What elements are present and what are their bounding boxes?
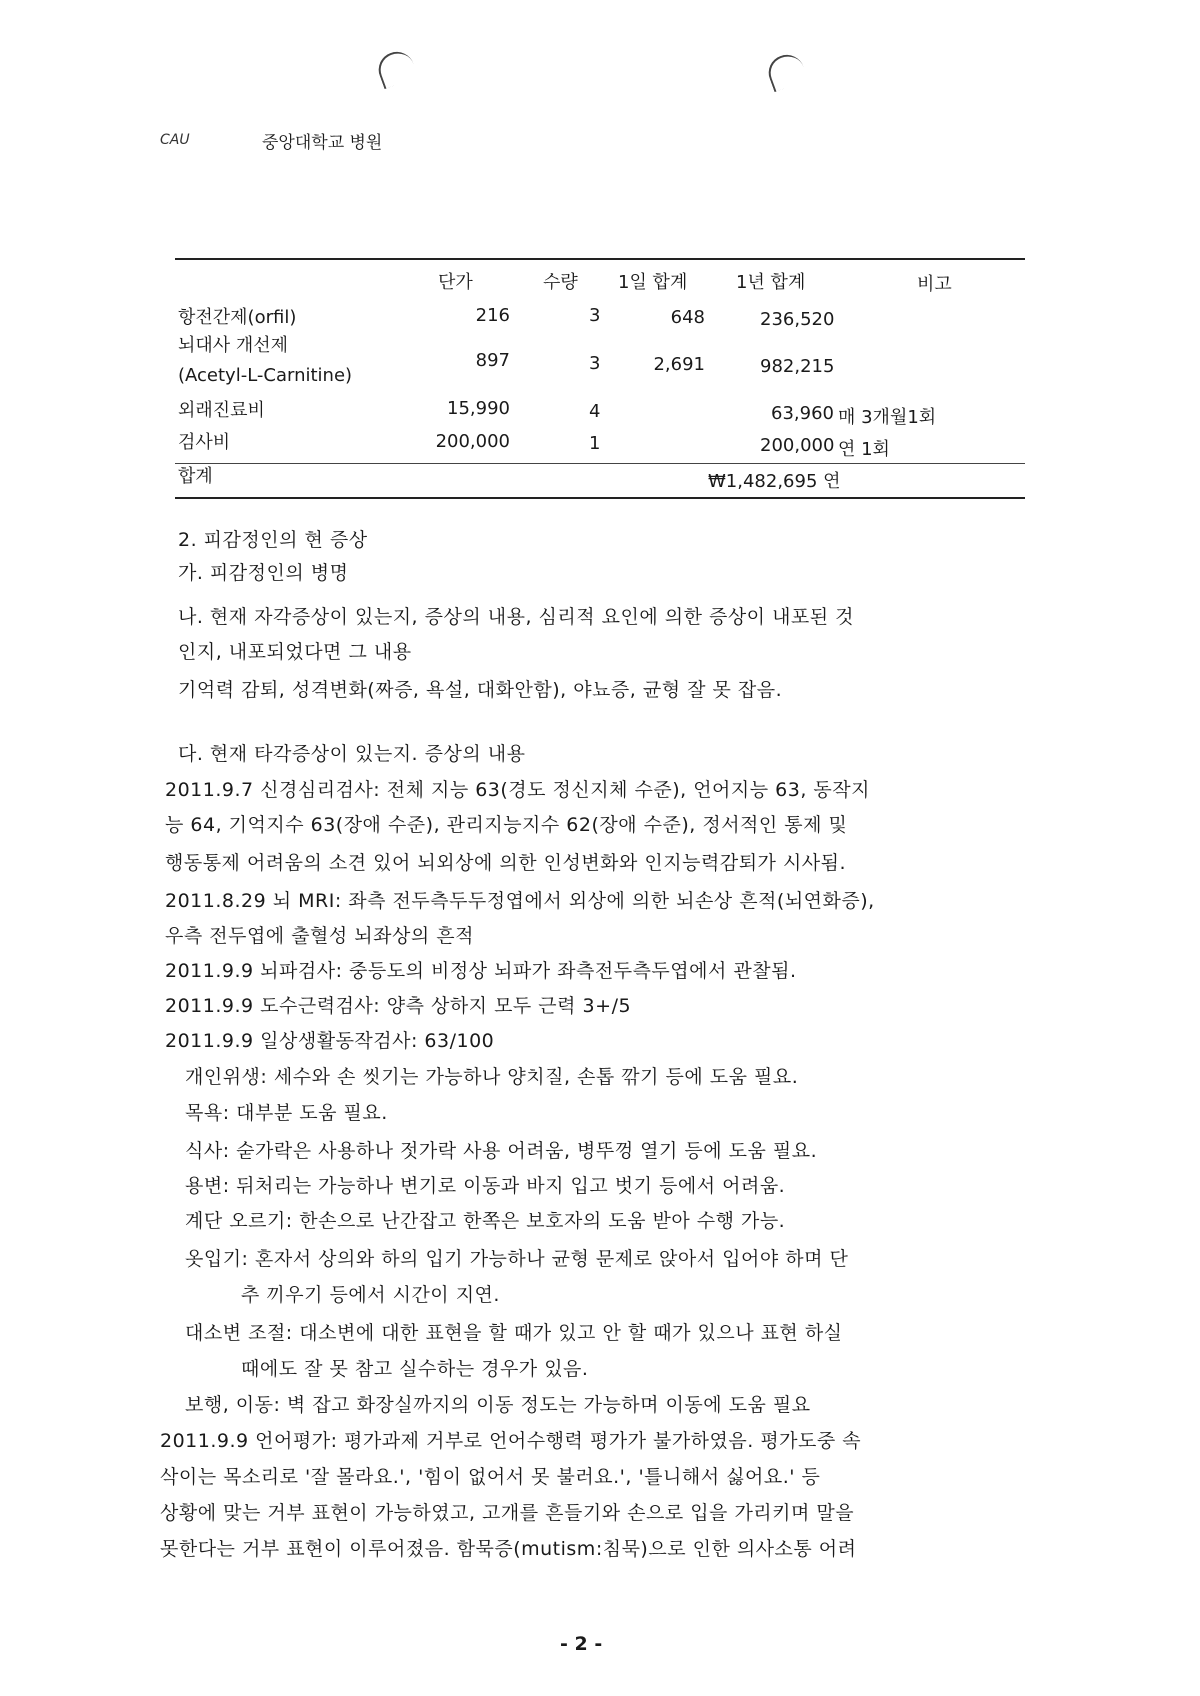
text-line: 식사: 숟가락은 사용하나 젓가락 사용 어려움, 병뚜껑 열기 등에 도움 필요.: [185, 1140, 818, 1162]
total-value: ₩1,482,695 연: [708, 471, 841, 492]
text-line: 대소변 조절: 대소변에 대한 표현을 할 때가 있고 안 할 때가 있으나 표현 하실: [185, 1322, 843, 1344]
row-qty: 3: [589, 353, 601, 374]
row-unit-price: 200,000: [435, 431, 510, 452]
text-line: 인지, 내포되었다면 그 내용: [178, 641, 412, 663]
subsection-heading: 다. 현재 타각증상이 있는지. 증상의 내용: [178, 743, 526, 765]
text-line: 삭이는 목소리로 '잘 몰라요.', '힘이 없어서 못 불러요.', '틀니해서 싫어요.' 등: [160, 1466, 821, 1488]
text-line: 2011.9.9 뇌파검사: 중등도의 비정상 뇌파가 좌측전두측두엽에서 관찰됨.: [165, 960, 797, 982]
hospital-logo: CAU: [160, 132, 190, 148]
row-name: 항전간제(orfil): [178, 307, 297, 328]
row-yearly: 63,960: [771, 403, 834, 424]
text-line: 2011.9.7 신경심리검사: 전체 지능 63(경도 정신지체 수준), 언어지능 63, 동작지: [165, 779, 870, 801]
text-line: 개인위생: 세수와 손 씻기는 가능하나 양치질, 손톱 깎기 등에 도움 필요.: [185, 1066, 799, 1088]
text-line: 2011.9.9 도수근력검사: 양측 상하지 모두 근력 3+/5: [165, 995, 632, 1017]
col-header-unit-price: 단가: [438, 272, 473, 293]
row-qty: 1: [589, 433, 601, 454]
row-unit-price: 216: [475, 305, 510, 326]
total-label: 합계: [178, 466, 213, 487]
punch-mark: [764, 50, 809, 92]
text-line: 상황에 맞는 거부 표현이 가능하였고, 고개를 흔들기와 손으로 입을 가리키며 말을: [160, 1502, 855, 1524]
text-line: 우측 전두엽에 출혈성 뇌좌상의 흔적: [165, 925, 474, 947]
col-header-qty: 수량: [543, 272, 578, 293]
text-line: 2011.8.29 뇌 MRI: 좌측 전두측두두정엽에서 외상에 의한 뇌손상 흔적(뇌연화증),: [165, 890, 875, 912]
text-line: 2011.9.9 일상생활동작검사: 63/100: [165, 1030, 495, 1052]
text-line: 때에도 잘 못 참고 실수하는 경우가 있음.: [241, 1358, 589, 1380]
text-line: 추 끼우기 등에서 시간이 지연.: [241, 1284, 500, 1306]
text-line: 목욕: 대부분 도움 필요.: [185, 1102, 388, 1124]
table-top-rule: [175, 258, 1025, 260]
text-line: 못한다는 거부 표현이 이루어졌음. 함묵증(mutism:침묵)으로 인한 의사소통 어려: [160, 1538, 857, 1560]
row-name-line2: (Acetyl-L-Carnitine): [178, 365, 353, 386]
punch-mark: [374, 47, 419, 89]
section-heading: 2. 피감정인의 현 증상: [178, 529, 368, 551]
hospital-name: 중앙대학교 병원: [262, 133, 383, 153]
table-bottom-rule: [175, 497, 1025, 499]
col-header-yearly: 1년 합계: [736, 272, 806, 293]
text-line: 계단 오르기: 한손으로 난간잡고 한쪽은 보호자의 도움 받아 수행 가능.: [185, 1210, 786, 1232]
subsection-heading: 가. 피감정인의 병명: [178, 562, 349, 584]
text-line: 행동통제 어려움의 소견 있어 뇌외상에 의한 인성변화와 인지능력감퇴가 시사됨.: [165, 852, 847, 874]
row-daily: 2,691: [653, 354, 705, 375]
text-line: 능 64, 기억지수 63(장애 수준), 관리지능지수 62(장애 수준), 정서적인 통제 및: [165, 814, 848, 836]
row-note: 연 1회: [838, 439, 890, 460]
row-daily: 648: [670, 307, 705, 328]
row-name: 검사비: [178, 432, 231, 453]
table-total-rule: [175, 463, 1025, 464]
text-line: 용변: 뒤처리는 가능하나 변기로 이동과 바지 입고 벗기 등에서 어려움.: [185, 1175, 786, 1197]
row-note: 매 3개월1회: [838, 407, 937, 428]
page-number: - 2 -: [560, 1633, 603, 1655]
text-line: 기억력 감퇴, 성격변화(짜증, 욕설, 대화안함), 야뇨증, 균형 잘 못 잡음.: [178, 679, 783, 701]
row-unit-price: 15,990: [447, 398, 510, 419]
subsection-heading: 나. 현재 자각증상이 있는지, 증상의 내용, 심리적 요인에 의한 증상이 내포된 것: [178, 606, 855, 628]
row-name: 뇌대사 개선제: [178, 335, 289, 356]
row-yearly: 982,215: [760, 356, 835, 377]
row-unit-price: 897: [475, 350, 510, 371]
text-line: 보행, 이동: 벽 잡고 화장실까지의 이동 정도는 가능하며 이동에 도움 필요: [185, 1394, 811, 1416]
text-line: 옷입기: 혼자서 상의와 하의 입기 가능하나 균형 문제로 앉아서 입어야 하며 단: [185, 1248, 849, 1270]
row-qty: 4: [589, 401, 601, 422]
text-line: 2011.9.9 언어평가: 평가과제 거부로 언어수행력 평가가 불가하였음. 평가도중 속: [160, 1430, 862, 1452]
row-qty: 3: [589, 305, 601, 326]
row-yearly: 200,000: [760, 435, 835, 456]
col-header-daily: 1일 합계: [618, 272, 688, 293]
row-yearly: 236,520: [760, 309, 835, 330]
row-name: 외래진료비: [178, 400, 265, 421]
col-header-note: 비고: [917, 274, 952, 295]
